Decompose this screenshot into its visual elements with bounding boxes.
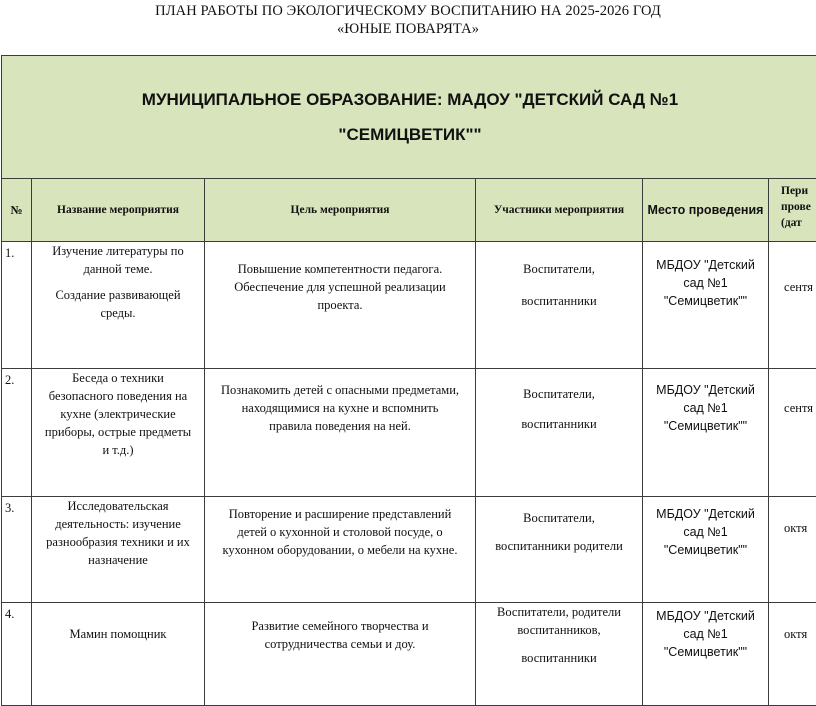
organization-cell [2,56,816,179]
row-goal: Познакомить детей с опасными предметами, находящимися на кухне и вспомнить правила поведения на ней. [205,369,476,497]
table-row [2,242,816,369]
organization-row [2,56,816,179]
row-goal: Повышение компетентности педагога. Обеспечение для успешной реализации проекта. [205,242,476,369]
row-period: сентя [769,242,816,369]
title-line-2: «ЮНЫЕ ПОВАРЯТА» [0,20,816,38]
row-place: МБДОУ "Детский сад №1 "Семицветик"" [643,369,769,497]
organization-line-2: "СЕМИЦВЕТИК"" [2,126,816,144]
row-goal: Повторение и расширение представлений детей о кухонной и столовой посуде, о кухонном оборудовании, о мебели на кухне. [205,497,476,603]
row-place: МБДОУ "Детский сад №1 "Семицветик"" [643,497,769,603]
row-participants: Воспитатели, воспитанники [476,369,643,497]
table-row [2,497,816,603]
title-line-1: ПЛАН РАБОТЫ ПО ЭКОЛОГИЧЕСКОМУ ВОСПИТАНИЮ НА 2025-2026 ГОД [0,2,816,20]
table-row [2,603,816,706]
row-participants: Воспитатели, воспитанники родители [476,497,643,603]
header-participants: Участники мероприятия [476,179,643,242]
row-participants: Воспитатели, воспитанники [476,242,643,369]
row-number: 1. [2,242,32,369]
plan-table [1,55,816,706]
row-period: сентя [769,369,816,497]
document-title [0,2,816,38]
row-place: МБДОУ "Детский сад №1 "Семицветик"" [643,242,769,369]
row-number: 3. [2,497,32,603]
organization-line-1: МУНИЦИПАЛЬНОЕ ОБРАЗОВАНИЕ: МАДОУ "ДЕТСКИЙ САД №1 [2,91,816,109]
row-name: Исследовательская деятельность: изучение разнообразия техники и их назначение [32,497,205,603]
row-number: 2. [2,369,32,497]
header-place: Место проведения [643,179,769,242]
row-participants: Воспитатели, родители воспитанников, воспитанники [476,603,643,706]
row-name: Изучение литературы по данной теме. Создание развивающей среды. [32,242,205,369]
header-row [2,179,816,242]
row-period: октя [769,603,816,706]
row-name: Беседа о техники безопасного поведения на кухне (электрические приборы, острые предметы и т.д.) [32,369,205,497]
row-place: МБДОУ "Детский сад №1 "Семицветик"" [643,603,769,706]
row-name: Мамин помощник [32,603,205,706]
header-goal: Цель мероприятия [205,179,476,242]
row-number: 4. [2,603,32,706]
header-name: Название мероприятия [32,179,205,242]
table-row [2,369,816,497]
row-period: октя [769,497,816,603]
header-period: Пери прове (дат [769,179,816,242]
header-number: № [2,179,32,242]
row-goal: Развитие семейного творчества и сотрудничества семьи и доу. [205,603,476,706]
